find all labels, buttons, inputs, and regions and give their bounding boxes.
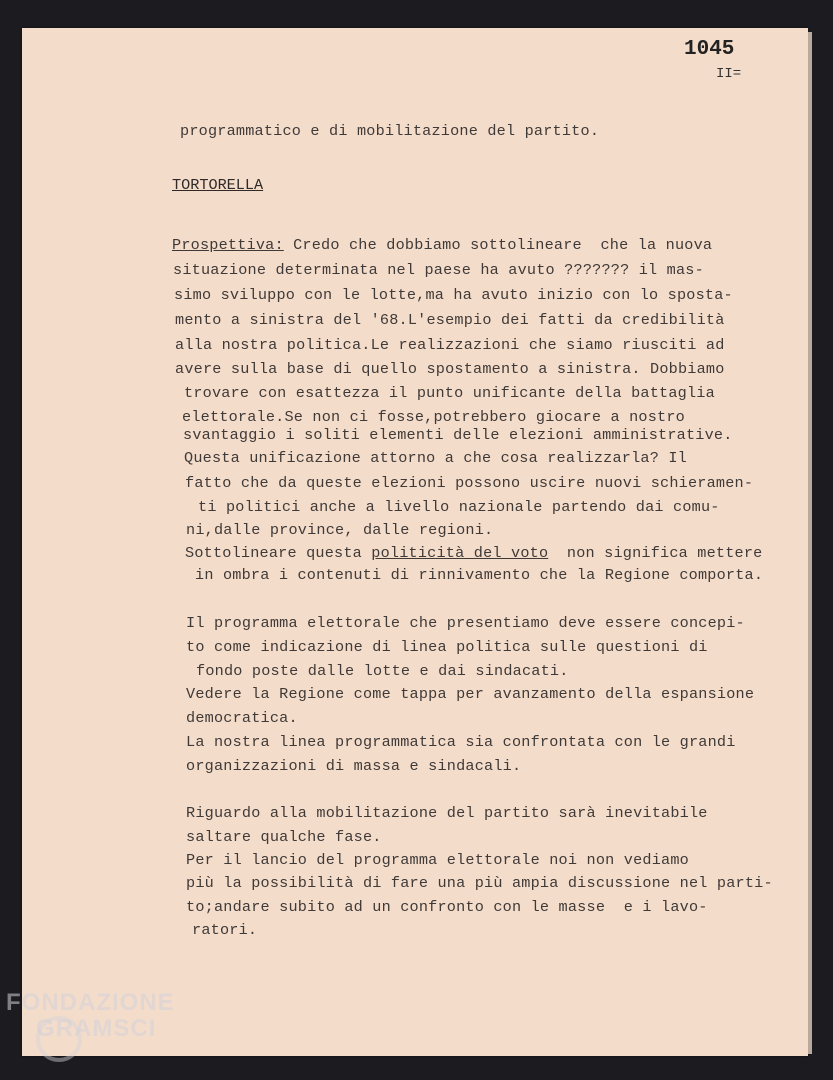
text-line-3: situazione determinata nel paese ha avuto ??????? il mas-	[173, 261, 704, 279]
text-line-19: fondo poste dalle lotte e dai sindacati.	[196, 662, 569, 680]
paragraph-2-line-1	[185, 544, 763, 562]
text-line-2: Credo che dobbiamo sottolineare che la nuova	[293, 236, 713, 254]
text-line-25: saltare qualche fase.	[186, 828, 382, 846]
text-line-17: Il programma elettorale che presentiamo deve essere concepi-	[186, 614, 745, 632]
text-line-16: in ombra i contenuti di rinnivamento che la Regione comporta.	[195, 566, 764, 584]
watermark-line-1: FONDAZIONE	[6, 989, 175, 1016]
text-line-28: to;andare subito ad un confronto con le masse e i lavo-	[186, 898, 708, 916]
text-line-10: svantaggio i soliti elementi delle elezioni amministrative.	[183, 426, 733, 444]
underlined-phrase: politicità del voto	[371, 544, 549, 562]
text-line-12: fatto che da queste elezioni possono uscire nuovi schieramen-	[185, 474, 754, 492]
text-line-7: avere sulla base di quello spostamento a sinistra. Dobbiamo	[175, 360, 725, 378]
text-line-5: mento a sinistra del '68.L'esempio dei fatti da credibilità	[175, 311, 725, 329]
text-line-18: to come indicazione di linea politica sulle questioni di	[186, 638, 708, 656]
speaker-name: TORTORELLA	[172, 176, 264, 194]
page-number: 1045	[684, 38, 735, 61]
sott-prefix: Sottolineare questa	[185, 544, 362, 562]
text-line-9: elettorale.Se non ci fosse,potrebbero giocare a nostro	[182, 408, 685, 426]
text-line-29: ratori.	[192, 921, 258, 939]
text-line-13: ti politici anche a livello nazionale partendo dai comu-	[198, 498, 720, 516]
watermark-ring-icon	[36, 1016, 82, 1062]
text-line-8: trovare con esattezza il punto unificante della battaglia	[184, 384, 715, 402]
text-line-15: non significa mettere	[566, 544, 763, 562]
watermark-line-2: GRAMSCI	[36, 1015, 157, 1042]
text-line-22: La nostra linea programmatica sia confrontata con le grandi	[186, 733, 736, 751]
text-line-6: alla nostra politica.Le realizzazioni che siamo riusciti ad	[175, 336, 725, 354]
text-line-1: programmatico e di mobilitazione del partito.	[180, 122, 600, 140]
text-line-20: Vedere la Regione come tappa per avanzamento della espansione	[186, 685, 755, 703]
text-line-21: democratica.	[186, 709, 298, 727]
text-line-4: simo sviluppo con le lotte,ma ha avuto inizio con lo sposta-	[174, 286, 733, 304]
page-edge	[808, 32, 812, 1054]
text-line-11: Questa unificazione attorno a che cosa realizzarla? Il	[184, 449, 687, 467]
text-line-26: Per il lancio del programma elettorale noi non vediamo	[186, 851, 689, 869]
fondazione-gramsci-watermark	[6, 990, 175, 1042]
text-line-24: Riguardo alla mobilitazione del partito sarà inevitabile	[186, 804, 708, 822]
page-series: II=	[716, 66, 742, 82]
text-line-14: ni,dalle province, dalle regioni.	[186, 521, 494, 539]
section-label: Prospettiva:	[172, 236, 284, 254]
paragraph-1-line-1	[172, 236, 712, 254]
text-line-23: organizzazioni di massa e sindacali.	[186, 757, 522, 775]
text-line-27: più la possibilità di fare una più ampia discussione nel parti-	[186, 874, 773, 892]
